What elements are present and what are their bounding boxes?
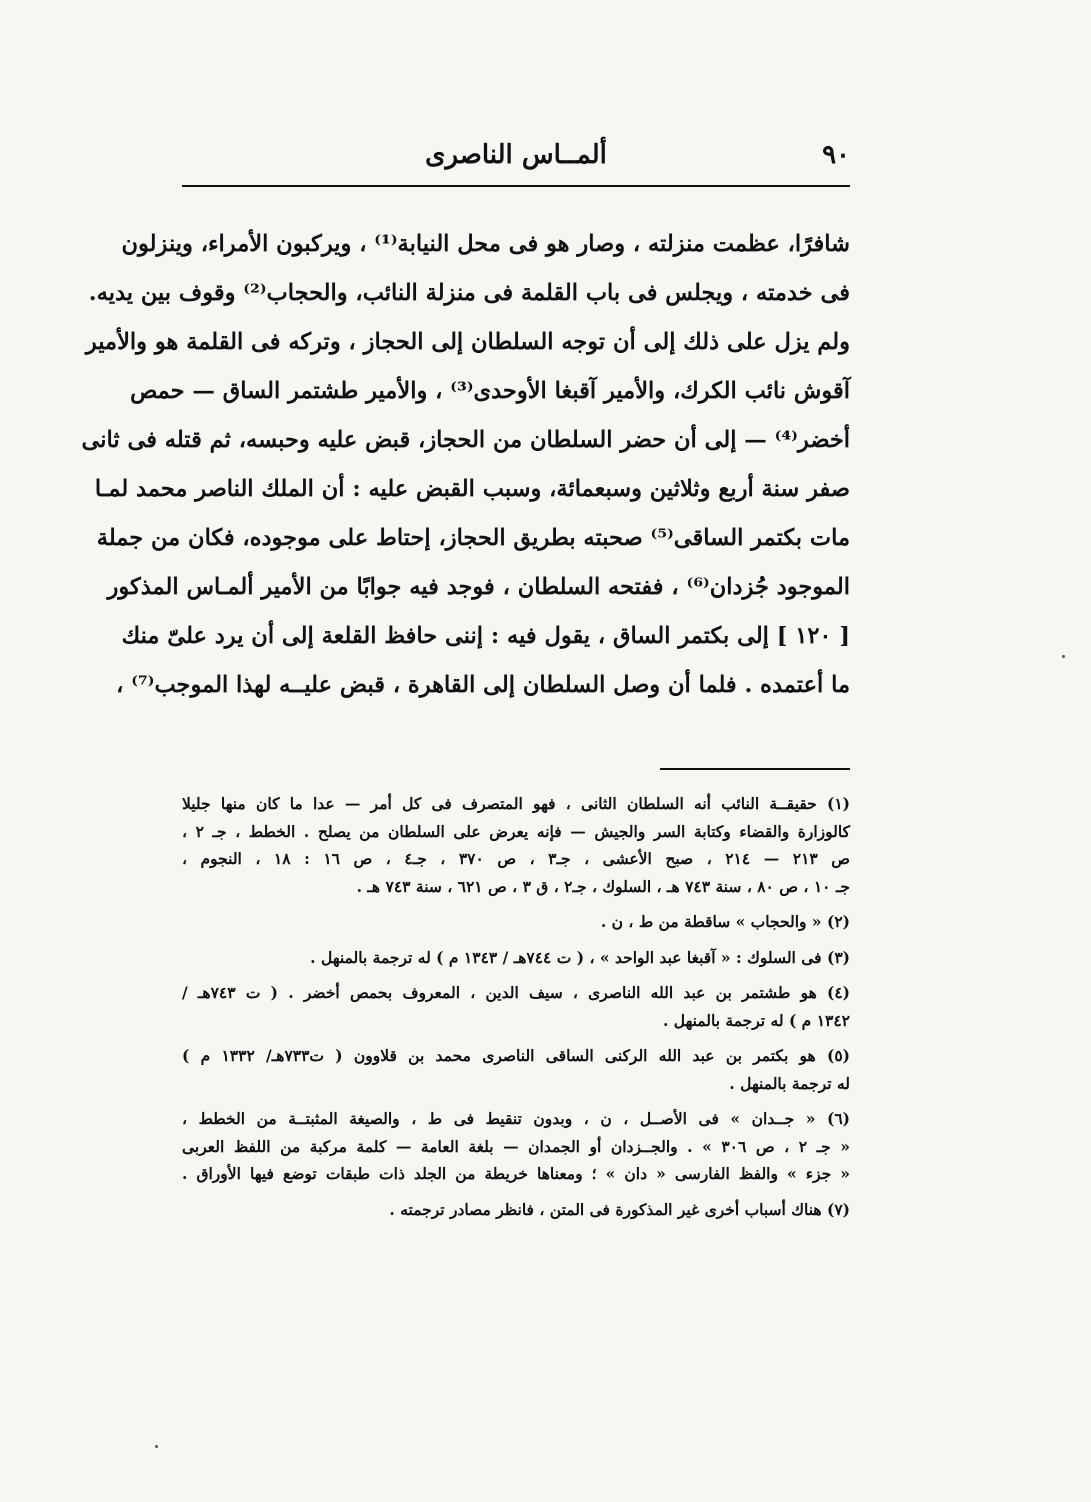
- scan-speck: [1062, 655, 1065, 658]
- body-line: الموجود جُزدان⁽⁶⁾ ، ففتحه السلطان ، فوجد فيه جوابًا من الأمير ألمـاس المذكور: [107, 574, 850, 600]
- footnote-line: ١٣٤٢ م ) له ترجمة بالمنهل .: [662, 1010, 850, 1030]
- footnote-7: [182, 1196, 850, 1224]
- footnote-6: [182, 1105, 850, 1188]
- footnote-line: (١) حقيقــة النائب أنه السلطان الثانى ، فهو المتصرف فى كل أمر — عدا ما كان منها جليلا: [182, 794, 850, 813]
- body-line: ولم يزل على ذلك إلى أن توجه السلطان إلى الحجاز ، وتركه فى القلمة هو والأمير: [85, 329, 850, 355]
- footnote-1: [182, 790, 850, 900]
- body-line: مات بكتمر الساقى⁽⁵⁾ صحبته بطريق الحجاز، إحتاط على موجوده، فكان من جملة: [96, 525, 850, 551]
- body-line: ما أعتمده . فلما أن وصل السلطان إلى القاهرة ، قبض عليــه لهذا الموجب⁽⁷⁾ ،: [116, 672, 850, 698]
- header-rule: [182, 185, 850, 187]
- footnote-line: (٦) « جــدان » فى الأصــل ، ن ، وبدون تنقيط فى ط ، والصيغة المثبتــة من الخطط ،: [182, 1109, 850, 1128]
- footnote-line: « جـ ٢ ، ص ٣٠٦ » . والجــزدان أو الجمدان — بلغة العامة — كلمة مركبة من اللفظ العربى: [182, 1136, 850, 1156]
- body-line: آقوش نائب الكرك، والأمير آقبغا الأوحدى⁽³⁾ ، والأمير طشتمر الساق — حمص: [130, 378, 850, 404]
- body-line: أخضر⁽⁴⁾ — إلى أن حضر السلطان من الحجاز، قبض عليه وحبسه، ثم قتله فى ثانى: [81, 427, 850, 453]
- footnote-line: (٤) هو طشتمر بن عبد الله الناصرى ، سيف الدين ، المعروف بحمص أخضر . ( ت ٧٤٣هـ /: [182, 983, 850, 1002]
- body-line: شافرًا، عظمت منزلته ، وصار هو فى محل النيابة⁽¹⁾ ، ويركبون الأمراء، وينزلون: [121, 231, 850, 257]
- page-header: [182, 140, 850, 180]
- footnote-2: [182, 908, 850, 936]
- footnote-line: جـ ١٠ ، ص ٨٠ ، سنة ٧٤٣ هـ ، السلوك ، جـ٢ ، ق ٣ ، ص ٦٢١ ، سنة ٧٤٣ هـ .: [356, 876, 850, 896]
- page-number: ٩٠: [822, 140, 850, 170]
- footnote-5: [182, 1042, 850, 1097]
- footnote-line: « جزء » والفظ الفارسى « دان » ؛ ومعناها خريطة من الجلد ذات طبقات توضع فيها الأوراق .: [182, 1164, 850, 1183]
- footnote-line: كالوزارة والقضاء وكتابة السر والجيش — فإنه يعرض على السلطان من يصلح . الخطط ، جـ ٢ ،: [182, 821, 850, 841]
- footnote-line: (٣) فى السلوك : « آقبغا عبد الواحد » ، ( ت ٧٤٤هـ / ١٣٤٣ م ) له ترجمة بالمنهل .: [310, 947, 850, 967]
- footnote-3: [182, 944, 850, 972]
- body-line: [ ١٢٠ ] إلى بكتمر الساق ، يقول فيه : إننى حافظ القلعة إلى أن يرد علىّ منك: [121, 623, 850, 649]
- body-line: صفر سنة أربع وثلاثين وسبعمائة، وسبب القبض عليه : أن الملك الناصر محمد لمـا: [94, 476, 850, 502]
- body-line: فى خدمته ، ويجلس فى باب القلمة فى منزلة النائب، والحجاب⁽²⁾ وقوف بين يديه.: [88, 280, 850, 306]
- footnote-line: (٢) « والحجاب » ساقطة من ط ، ن .: [600, 912, 850, 931]
- footnote-line: (٥) هو بكتمر بن عبد الله الركنى الساقى الناصرى محمد بن قلاوون ( ت٧٣٣هـ/ ١٣٣٢ م ): [182, 1046, 850, 1065]
- footnote-4: [182, 979, 850, 1034]
- scan-speck: [155, 1445, 158, 1448]
- footnote-line: ص ٢١٣ — ٢١٤ ، صبح الأعشى ، جـ٣ ، ص ٣٧٠ ، جـ٤ ، ص ١٦ : ١٨ ، النجوم ،: [182, 849, 851, 868]
- footnote-line: (٧) هناك أسباب أخرى غير المذكورة فى المتن ، فانظر مصادر ترجمته .: [389, 1199, 850, 1219]
- footnotes: [182, 790, 850, 1231]
- main-text: [81, 220, 850, 710]
- footnote-line: له ترجمة بالمنهل .: [729, 1073, 850, 1093]
- running-title: ألمــاس الناصرى: [425, 140, 607, 170]
- footnote-separator: [660, 768, 850, 770]
